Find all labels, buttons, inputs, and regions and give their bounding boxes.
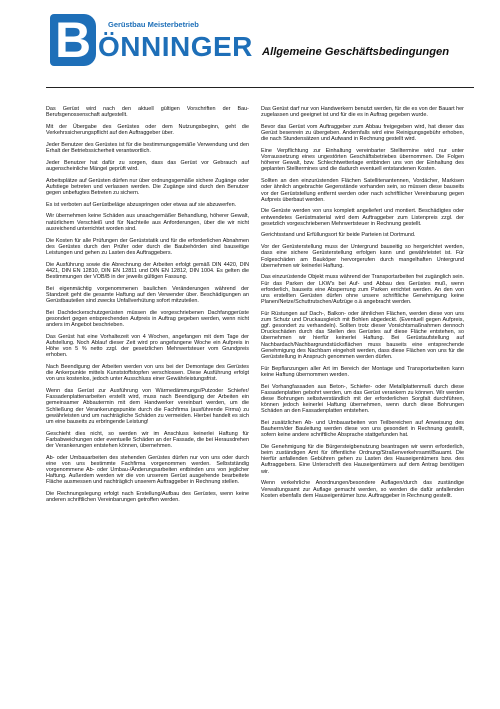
terms-paragraph: Das Gerüst hat eine Vorhaltezeit von 4 Wochen, angefangen mit dem Tage der Aufstellung. Noch Ablauf dieser Zeit wird pro angefangene Woche ein Aufpreis in Höhe von 5 % netto zzgl. der gesetzlichen Mehrwertsteuer vom Grundpreis erhoben. [46,333,249,359]
terms-paragraph: Wenn das Gerüst zur Ausführung von Wärmedämmungs/Putzoder Schiefer/ Fassadenplattenarbeiten erstellt wird, muss nach Beendigung der Arbeiten ein gemeinsamer Abbautermin mit dem Handwerker vereinbart werden, um die Schließung der Verankerungspunkte durch die Fachfirma (ausführende Firma) zu gewährleisten und um nachträgliche Schäden zu vermeiden. Hierbei handelt es sich um eine bauseits zu erbringende Leistung! [46,388,249,425]
document-title: Allgemeine Geschäftsbedingungen [262,46,450,58]
terms-paragraph: Ab- oder Umbauarbeiten des stehenden Gerüstes dürfen nur von uns oder durch eine von uns bestimmte Fachfirma vorgenommen werden. Selbstständig vorgenommene Ab- oder Umbau-/Änderungsarbeiten entbinden uns von jeglicher Haftung. Außerdem werden wir die von unserem Gerüst ausgehende bearbeitete Fläche ausmessen und nachträglich unserem Auftraggeber in Rechnung stellen. [46,454,249,486]
logo-tagline: Gerüstbau Meisterbetrieb [108,20,199,29]
terms-paragraph: Nach Beendigung der Arbeiten werden von uns bei der Demontage des Gerüstes die Ankerpunkte mittels Kunststoffstopfen verschlossen. Diese Ausführung erfolgt von uns kostenlos, jedoch unter Ausschluss einer Gewährleistungsfrist. [46,363,249,383]
terms-paragraph: Bei eigenmächtig vorgenommenen baulichen Veränderungen während der Standzeit geht die gesamte Haftung auf den Verwender über. Beschädigungen an Gerüstbauteilen sind zwecks Unfallverhütung sofort mitzuteilen. [46,285,249,304]
logo-letter-b: B [50,14,96,66]
terms-paragraph: Es ist verboten auf Gerüstbeläge abzuspringen oder etwas auf sie abzuwerfen. [46,201,237,208]
terms-paragraph: Die Ausführung sowie die Abrechnung der Arbeiten erfolgt gemäß DIN 4420, DIN 4421, DIN EN 12810, DIN EN 12811 und DIN EN 12812, DIN 1004. Es gelten die Bestimmungen der VOB/B in der jeweils gültigen Fassung. [46,261,249,280]
terms-paragraph: Wenn verkehrliche Anordnungen/besondere Auflagen/durch das zuständige Verwaltungsamt zur Auflage gemacht werden, so werden die dafür anfallenden Kosten ebenfalls dem Hauseigentümer bzw. Auftraggeber in Rechnung gestellt. [261,480,464,499]
terms-paragraph: Das einzurüstende Objekt muss während der Transportarbeiten frei zugänglich sein. Für das Parken der LKW's bei Auf- und Abbau des Gerüstes muß, wenn erforderlich, bauseits eine Absperrung zum Parken errichtet werden. An den von uns erstellten Gerüsten dürfen ohne unsere schriftliche Genehmigung keine Planen/Netze/Schuttrutschen/Aufzüge o.ä angebracht werden. [261,274,464,306]
terms-paragraph: Wir übernehmen keine Schäden aus unsachgemäßer Behandlung, höherer Gewalt, natürlichem Verschleiß und für Nachteile aus Anforderungen, über die wir nicht ausreichend unterrichtet worden sind. [46,213,249,232]
terms-paragraph: Bei Dachdeckerschutzgerüsten müssen die vorgeschriebenen Dachfanggerüste gesondert gegen entsprechenden Aufpreis in Auftrag gegeben werden, wenn nicht anders im Angebot beschrieben. [46,309,249,328]
terms-paragraph: Für Rüstungen auf Dach-, Balkon- oder ähnlichen Flächen, werden diese von uns zum Schutz und Druckausgleich mit Bohlen abgedeckt. (Eventuell gegen Aufpreis, ggf. gesondert zu verhandeln). Sollten trotz dieser Vorsichtsmaßnahmen dennoch Druckschäden durch das Stellen des Gerüstes auf diese Fläche entstehen, so übernehmen wir hierfür keinerlei Haftung. Bei Gerüstaufstellung auf Nachbardach/Nachbargrundstücksflächen muss bauseits eine entsprechende Genehmigung des Nachbarn eingeholt werden, dass diese Flächen von uns für die Gerüststellung in Anspruch genommen werden dürfen. [261,310,464,360]
terms-paragraph: Das Gerüst wird nach den aktuell gültigen Vorschriften der Bau-Berufsgenossenschaft aufgestellt. [46,106,249,119]
terms-paragraph: Die Genehmigung für die Bürgersteigbenutzung beantragen wir wenn erforderlich, beim zuständigen Amt für öffentliche Ordnung/Straßenverkehrsamt/Bauamt. Die hierfür anfallenden Gebühren gehen zu Lasten des Hauseigentümers bzw. des Auftraggebers. Eine Unterschrift des Hauseigentümers auf dem Antrag benötigen wir. [261,444,464,475]
terms-paragraph: Bei Vorhangfassaden aus Beton-, Schiefer- oder Metallplattenmuß durch diese Fassadenplatten gebohrt werden, um das Gerüst verankern zu können. Wir werden diese Bohrungen selbstverständlich mit der erforderlichen Sorgfalt durchführen, können jedoch keinerlei Haftung übernehmen, wenn durch diese Bohrungen Schäden an den Fassadenplatten entstehen. [261,383,464,415]
terms-paragraph: Geschieht dies nicht, so werden wir im Anschluss keinerlei Haftung für Farbabweichungen oder eventuelle Schäden an der Fassade, die bei Herausdrehen der Verankerungen entstehen können, übernehmen. [46,430,249,449]
terms-paragraph: Vor der Gerüsterstellung muss der Untergrund bauseitig so hergerichtet werden, dass eine sichere Gerüsterstellung erfolgen kann und gewährleistet ist. Für Folgeschäden am Bauköper hervorgerufen durch mangelhaften Untergrund übernehmen wir keinerlei Haftung. [261,244,464,269]
terms-paragraph: Die Kosten für alle Prüfungen der Gerüststatik und für die erforderlichen Abnahmen des Gerüstes durch den Prüfer oder durch die Baubehörden sind bauseitige Leistungen und gehen zu Lasten des Auftraggebers. [46,237,249,256]
terms-paragraph: Arbeitsplätze auf Gerüsten dürfen nur über ordnungsgemäße sichere Zugänge oder Aufstiege betreten und verlassen werden. Die Zugänge sind durch den Benutzer gegen unbefugtes Betreten zu sichern. [46,177,249,196]
terms-paragraph: Eine Verpflichtung zur Einhaltung vereinbarter Stelltermine wird nur unter Vorraussetzung eines ungestörten Geschäftsbetriebes übernommen. Die Folgen höherer Gewalt, bzw. Schlechtwetterlage entbinden uns von der Einhaltung des geplanten Stelltermines und die dadurch eventuell entstandenen Kosten. [261,147,464,173]
terms-paragraph: Bei zusätzlichen Ab- und Umbauarbeiten von Teilbereichen auf Anweisung des Bauherrn/der Bauleitung werden diese von uns gesondert in Rechnung gestellt, sofern keine andere schriftliche Absprache stattgefunden hat. [261,419,464,439]
header-divider [46,87,474,88]
terms-paragraph: Mit der Übergabe des Gerüstes oder dem Nutzungsbeginn, geht die Verkehrssicherungspflicht auf den Auftraggeber über. [46,123,249,137]
company-logo [50,12,253,74]
right-column [261,106,464,504]
terms-paragraph: Die Gerüste werden von uns komplett angeliefert und montiert. Beschädigtes oder entwendetes Gerüstmaterial wird dem Auftraggeber zum Listenpreis zzgl. der gesetzlich vorgeschriebenen Mehrwertsteuer in Rechnung gestellt. [261,208,464,227]
logo-name: ÖNNINGER [98,31,253,62]
terms-paragraph: Jeder Benutzer des Gerüstes ist für die bestimmungsgemäße Verwendung und den Erhalt der Betriebssicherheit verantwortlich. [46,141,249,154]
left-column [46,106,249,509]
terms-paragraph: Bevor das Gerüst vom Auftraggeber zum Abbau freigegeben wird, hat dieser das Gerüst besenrein zu übergeben. Andernfalls wird eine Reinigungsgebühr erhoben, die nach Stundensätzen und Aufwand in Rechnung gestellt wird. [261,123,464,143]
terms-paragraph: Das Gerüst darf nur von Handwerkern benutzt werden, für die es von der Bauart her zugelassen und geeignet ist und für die es in Auftrag gegeben wurde. [261,106,464,119]
terms-paragraph: Gerichtsstand und Erfüllungsort für beide Parteien ist Dortmund. [261,232,416,239]
terms-paragraph: Für Bepflanzungen aller Art im Bereich der Montage und Transportarbeiten kann keine Haftung übernommen werden. [261,365,464,378]
terms-paragraph: Sollten an den einzurüstenden Flächen Satellitenantennen, Vordächer, Markisen oder ähnlich angebrachte Gegenstände vorhanden sein, so müssen diese bauseits vor der Gerüststellung entfernt werden oder nach schriftlicher Vereinbarung gegen Aufpreis überbaut werden. [261,178,464,203]
terms-paragraph: Die Rechnungslegung erfolgt nach Erstellung/Aufbau des Gerüstes, wenn keine anderen schriftlichen Vereinbarungen getroffen werden. [46,491,249,504]
terms-paragraph: Jeder Benutzer hat dafür zu sorgen, dass das Gerüst vor Gebrauch auf augenscheinliche Mängel geprüft wird. [46,159,249,172]
